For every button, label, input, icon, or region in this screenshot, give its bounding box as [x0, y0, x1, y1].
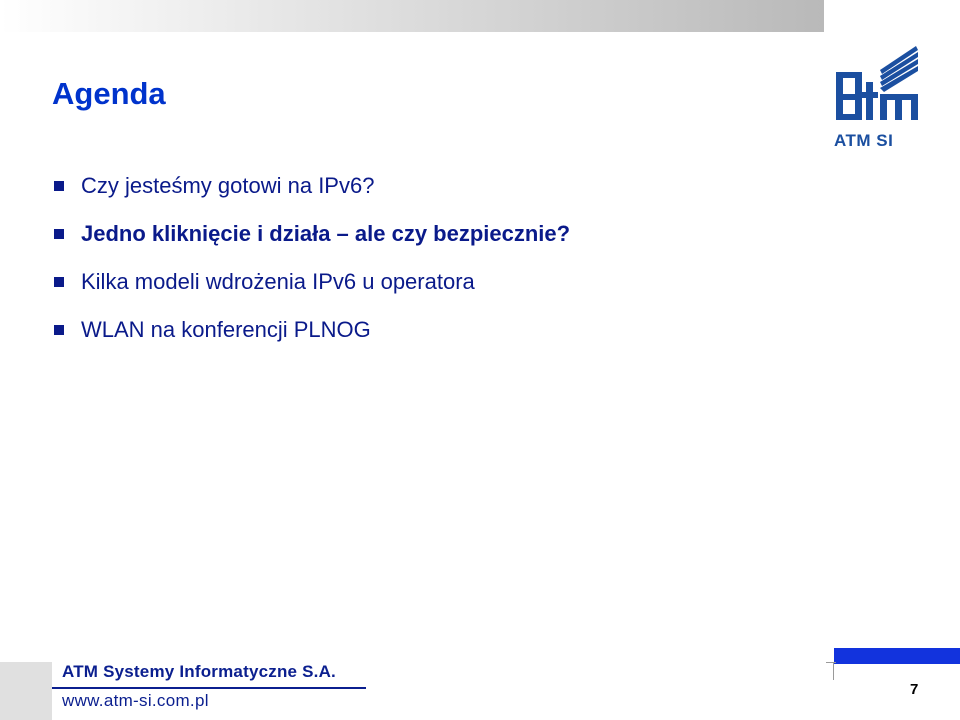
agenda-item-text: Jedno kliknięcie i działa – ale czy bezpiecznie? [81, 221, 571, 246]
agenda-item [52, 162, 570, 210]
agenda-item-text: Czy jesteśmy gotowi na IPv6? [81, 173, 375, 198]
agenda-item [52, 306, 570, 354]
square-bullet-icon [54, 277, 64, 287]
footer-divider [52, 687, 366, 689]
footer-accent-bar [834, 648, 960, 664]
page-number: 7 [910, 681, 919, 698]
header-gradient-bar [0, 0, 824, 32]
agenda-item [52, 210, 570, 258]
agenda-item-text: Kilka modeli wdrożenia IPv6 u operatora [81, 269, 475, 294]
agenda-item-text: WLAN na konferencji PLNOG [81, 317, 371, 342]
footer-corner-mark [826, 662, 836, 663]
logo-text: ATM SI [834, 131, 894, 150]
agenda-item [52, 258, 570, 306]
footer-website-link[interactable]: www.atm-si.com.pl [62, 691, 209, 710]
slide-title: Agenda [52, 76, 166, 111]
footer-company-name: ATM Systemy Informatyczne S.A. [62, 662, 336, 681]
agenda-list [52, 162, 570, 354]
footer-side-panel [0, 662, 52, 720]
square-bullet-icon [54, 181, 64, 191]
square-bullet-icon [54, 229, 64, 239]
square-bullet-icon [54, 325, 64, 335]
footer-corner-mark [833, 662, 834, 680]
